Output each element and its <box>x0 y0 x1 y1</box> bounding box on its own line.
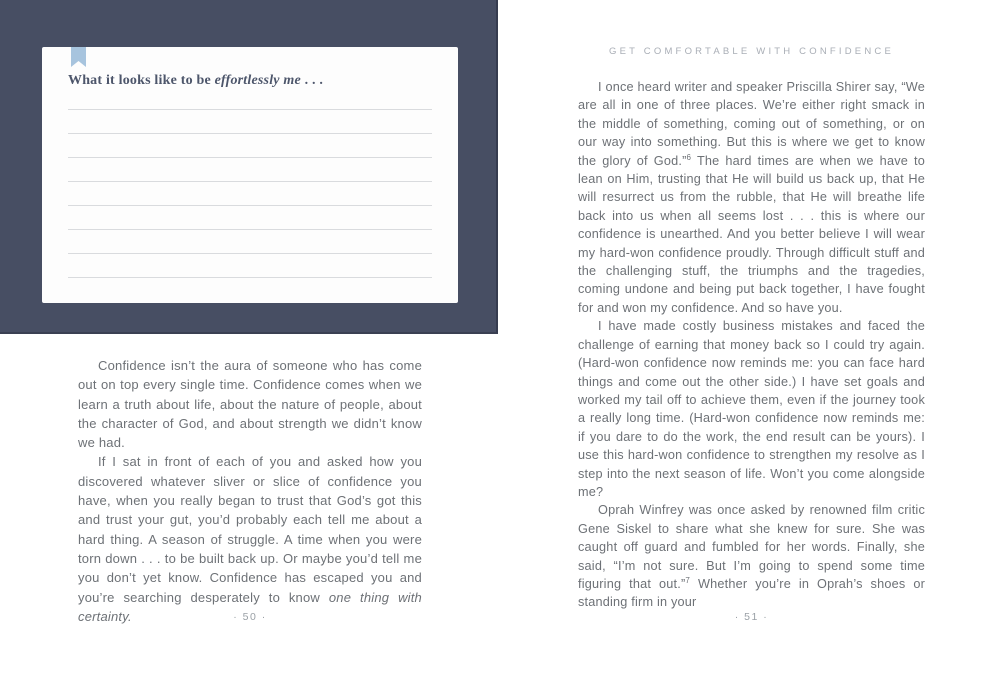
text-segment: 6 <box>686 152 692 162</box>
ruled-line <box>68 134 432 158</box>
ruled-line <box>68 158 432 182</box>
running-header: GET COMFORTABLE WITH CONFIDENCE <box>609 46 894 57</box>
ruled-line <box>68 206 432 230</box>
ruled-line <box>68 110 432 134</box>
text-segment: I once heard writer and speaker Priscilla Shirer say, “We are all in one of three places. We’re either right smack in the middle of something, coming out of something, or on our way into something. But this is where we get to know the glory of God.” <box>578 80 925 168</box>
paragraph <box>78 452 422 626</box>
ruled-line <box>68 182 432 206</box>
ruled-line <box>68 254 432 278</box>
journal-prompt-card <box>42 47 458 303</box>
text-segment: effortlessly me <box>214 73 301 88</box>
text-segment: one thing with certainty. <box>78 589 422 624</box>
ruled-line <box>68 86 432 110</box>
text-segment: Confidence isn’t the aura of someone who has come out on top every single time. Confidence comes when we learn a truth about life, about the nature of people, about the character of God, and about strength we didn’t know we had. <box>78 358 422 451</box>
page-number-right: · 51 · <box>734 611 769 623</box>
text-segment: 7 <box>685 575 691 585</box>
right-page-body <box>578 78 925 612</box>
paragraph <box>78 356 422 452</box>
text-segment: Whether you’re in Oprah’s shoes or standing firm in your <box>578 576 926 610</box>
text-segment: What it looks like to be <box>68 73 215 88</box>
journal-prompt-panel <box>0 0 498 334</box>
paragraph <box>578 501 925 611</box>
journal-writing-lines <box>68 86 432 278</box>
text-segment: The hard times are when we have to lean on Him, trusting that He will build us back up, that He will resurrect us from the rubble, that He will breathe life back into us when all seems lost . . . this is where our confidence is unearthed. And you better believe I will wear my hard-won confidence proudly. Through difficult stuff and the challenging stuff, the triumphs and the tragedies, coming undone and being put back together, I have fought for and won my confidence. And so have you. <box>578 153 925 315</box>
paragraph <box>578 78 925 317</box>
text-segment: . . . <box>300 73 324 88</box>
left-page-body <box>78 356 422 626</box>
paragraph <box>578 317 925 501</box>
page-number-left: · 50 · <box>233 611 267 623</box>
bookmark-ribbon-icon <box>71 47 86 67</box>
text-segment: I have made costly business mistakes and faced the challenge of earning that money back so I could try again. (Hard-won confidence now reminds me: you can face hard things and come out the other side.) I have set goals and worked my tail off to achieve them, even if the journey took a really long time. (Hard-won confidence now reminds me: if you dare to do the work, the end result can be yours). I use this hard-won confidence to strengthen my resolve as I step into the next season of life. Won’t you come alongside me? <box>578 319 925 499</box>
text-segment: If I sat in front of each of you and asked how you discovered whatever sliver or slice of confidence you have, when you really began to trust that God’s got this and trust your gut, you’d probably each tell me about a hard thing. A season of struggle. A time when you were torn down . . . to be built back up. Or maybe you’d tell me you don’t yet know. Confidence has escaped you and you’re searching desperately to know <box>78 454 422 605</box>
ruled-line <box>68 230 432 254</box>
text-segment: Oprah Winfrey was once asked by renowned film critic Gene Siskel to share what she knew for sure. She was caught off guard and fumbled for her words. Finally, she said, “I’m not sure. But I’m going to spend some time figuring that out.” <box>578 503 925 591</box>
